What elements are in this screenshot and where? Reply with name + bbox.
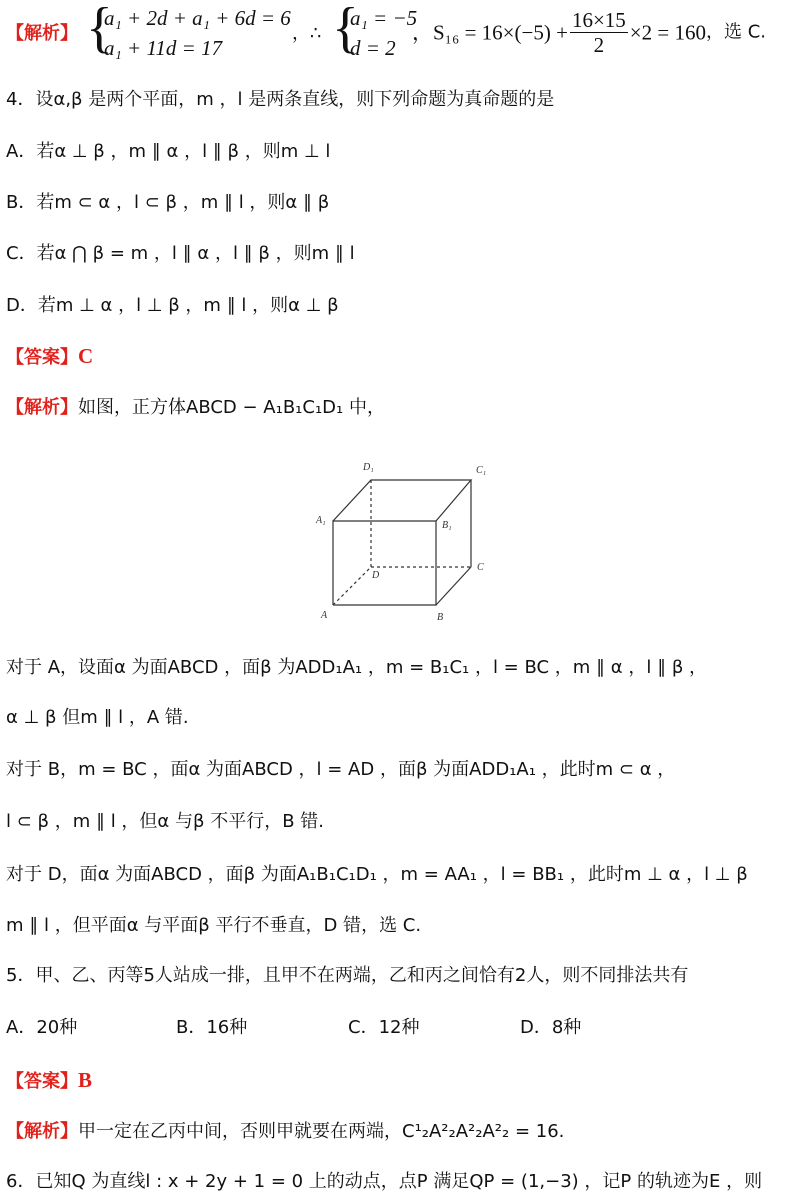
analysis-text: α ⊥ β 但m ∥ l ，A 错. [6,707,189,728]
analysis-text: 对于 D，面α 为面ABCD ，面β 为面A₁B₁C₁D₁ ，m = AA₁ ，l = BB₁ ，此时m ⊥ α ，l ⊥ β [6,864,748,885]
cube-edge [436,567,471,605]
option-a: A．20种 [6,1017,78,1038]
equation: d = 2 [350,36,396,60]
label-d: D [372,570,380,581]
equation: a₁ + 2d + a₁ + 6d = 6 [104,6,291,30]
cube-top-edges [333,480,471,521]
analysis-text: m ∥ l ，但平面α 与平面β 平行不垂直，D 错，选 C. [6,915,422,936]
formula-part: ，S₁₆ = 16×(−5) + [412,20,568,45]
label-c1: C₁ [476,465,487,476]
option-d: D．8种 [520,1017,582,1038]
analysis-tag: 【解析】 [6,23,78,44]
label-b1: B₁ [442,520,452,531]
option-d: D．若m ⊥ α ，l ⊥ β ，m ∥ l ，则α ⊥ β [6,295,339,316]
therefore-text: ，∴ [292,23,322,44]
cube-front-face [333,521,436,605]
analysis-text: 甲一定在乙丙中间，否则甲就要在两端，C¹₂A²₂A²₂A²₂ = 16. [78,1121,565,1142]
analysis-tag: 【解析】 [6,397,78,418]
brace-icon: { [332,0,359,59]
label-d1: D₁ [363,462,374,473]
analysis-text: 对于 A，设面α 为面ABCD ，面β 为ADD₁A₁ ，m = B₁C₁ ，l = BC ，m ∥ α ，l ∥ β ， [6,657,708,678]
label-a1: A₁ [316,515,326,526]
analysis-line [6,1120,564,1144]
label-a: A [321,610,328,621]
equation: a₁ + 11d = 17 [104,36,223,60]
option-c: C．12种 [348,1017,420,1038]
label-c: C [477,562,484,573]
analysis-text: 如图，正方体ABCD − A₁B₁C₁D₁ 中， [78,397,385,418]
label-b: B [437,612,444,623]
analysis-text: 对于 B，m = BC ，面α 为面ABCD ，l = AD ，面β 为面ADD₁A₁ ，此时m ⊂ α ， [6,759,676,780]
answer-value: C [78,344,94,368]
answer-tag: 【答案】 [6,347,78,368]
option-c: C．若α ⋂ β = m ，l ∥ α ，l ∥ β ，则m ∥ l [6,243,355,264]
option-b: B．16种 [176,1017,248,1038]
analysis-text: l ⊂ β ，m ∥ l ，但α 与β 不平行，B 错. [6,811,325,832]
brace-icon: { [86,0,113,59]
choose-text: ，选 C. [705,21,766,43]
answer-tag: 【答案】 [6,1071,78,1092]
option-a: A．若α ⊥ β ，m ∥ α ，l ∥ β ，则m ⊥ l [6,141,331,162]
numerator: 16×15 [571,8,626,32]
question-4-stem: 4．设α,β 是两个平面，m ，l 是两条直线，则下列命题为真命题的是 [6,89,555,110]
analysis-tag: 【解析】 [6,1121,78,1142]
question-5-stem: 5．甲、乙、丙等5人站成一排，且甲不在两端，乙和丙之间恰有2人，则不同排法共有 [6,965,689,986]
answer-line [6,1068,92,1094]
denominator: 2 [593,33,605,57]
option-b: B．若m ⊂ α ，l ⊂ β ，m ∥ l ，则α ∥ β [6,192,330,213]
formula-part: ×2 = 160 [629,20,706,45]
question-6-stem: 6．已知Q 为直线l : x + 2y + 1 = 0 上的动点，点P 满足QP = (1,−3) ，记P 的轨迹为E ，则 [6,1171,763,1192]
answer-value: B [78,1068,93,1092]
equation: a₁ = −5 [350,6,418,30]
